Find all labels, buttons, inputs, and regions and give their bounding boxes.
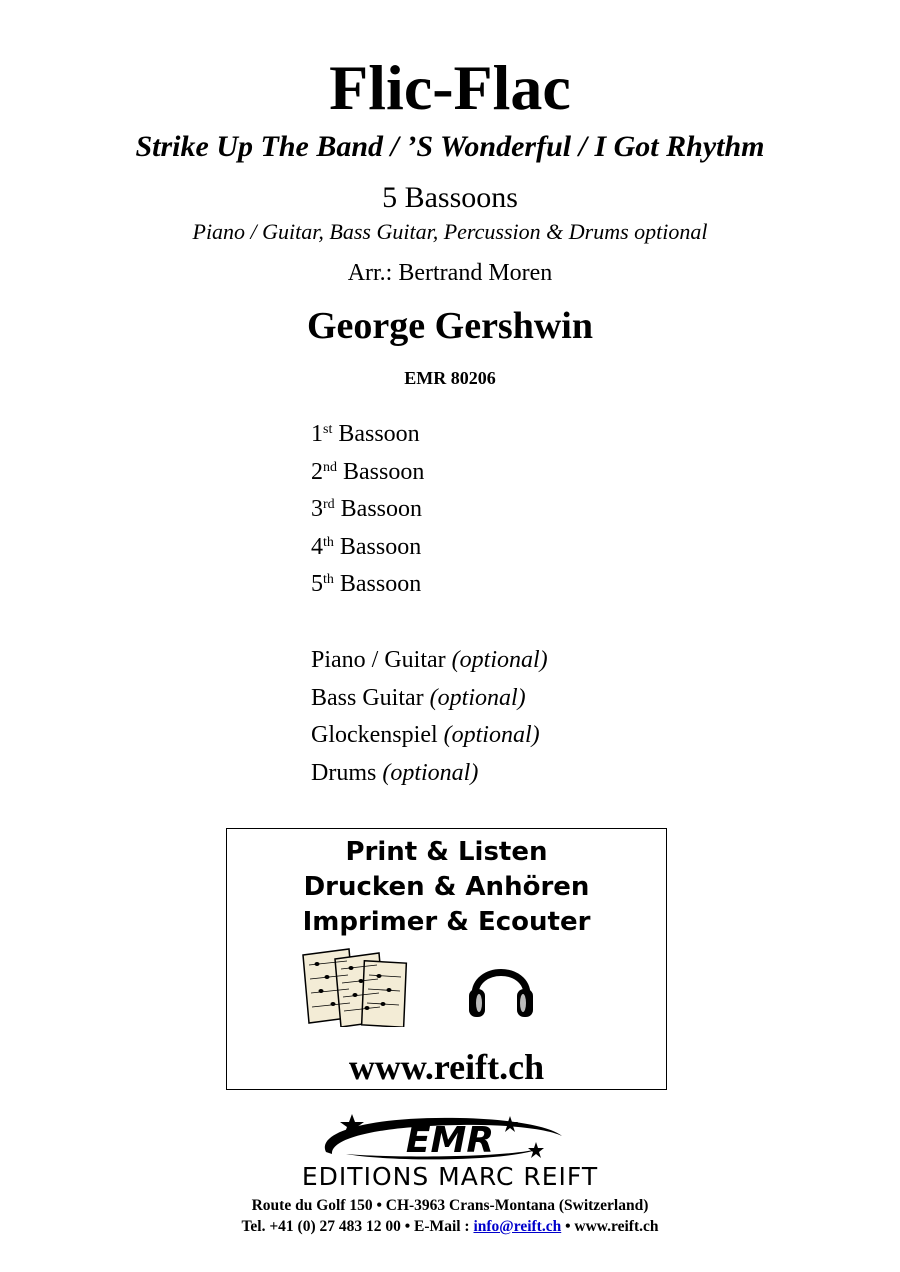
web-text: • www.reift.ch [561,1218,659,1235]
publisher-contact [0,1217,900,1237]
promo-url[interactable]: www.reift.ch [348,1047,545,1087]
instrumentation: 5 Bassoons [382,181,518,214]
subtitle: Strike Up The Band / ’S Wonderful / I Got Rhythm [135,130,765,163]
catalog-number: EMR 80206 [404,368,496,388]
composer: George Gershwin [306,305,593,347]
print-listen-box [226,828,667,1090]
publisher-address: Route du Golf 150 • CH-3963 Crans-Montana (Switzerland) [251,1197,649,1214]
promo-line-german: Drucken & Anhören [303,872,590,902]
part-item: 1st Bassoon [311,421,420,447]
emr-logo [310,1110,590,1164]
phone-text: Tel. +41 (0) 27 483 12 00 • E-Mail : [241,1218,474,1235]
parts-list [311,416,424,604]
optional-part-item: Piano / Guitar (optional) [311,647,548,673]
emr-logo-text: EMR [405,1120,495,1161]
promo-line-english: Print & Listen [345,837,548,867]
title: Flic-Flac [329,52,571,123]
arranger: Arr.: Bertrand Moren [347,260,553,286]
publisher-name: EDITIONS MARC REIFT [301,1162,599,1191]
sheet-music-icon [299,947,411,1027]
part-item: 3rd Bassoon [311,496,423,522]
optional-part-item: Bass Guitar (optional) [311,684,526,711]
headphones-icon [465,951,537,1023]
part-item: 4th Bassoon [311,533,422,560]
email-link[interactable]: info@reift.ch [473,1218,562,1235]
part-item: 5th Bassoon [311,571,422,597]
optional-instruments-note: Piano / Guitar, Bass Guitar, Percussion & Drums optional [192,219,708,244]
optional-part-item: Drums (optional) [311,759,479,786]
promo-line-french: Imprimer & Ecouter [302,907,591,937]
part-item: 2nd Bassoon [311,458,425,485]
optional-part-item: Glockenspiel (optional) [311,722,540,748]
optional-parts-list [311,642,548,792]
